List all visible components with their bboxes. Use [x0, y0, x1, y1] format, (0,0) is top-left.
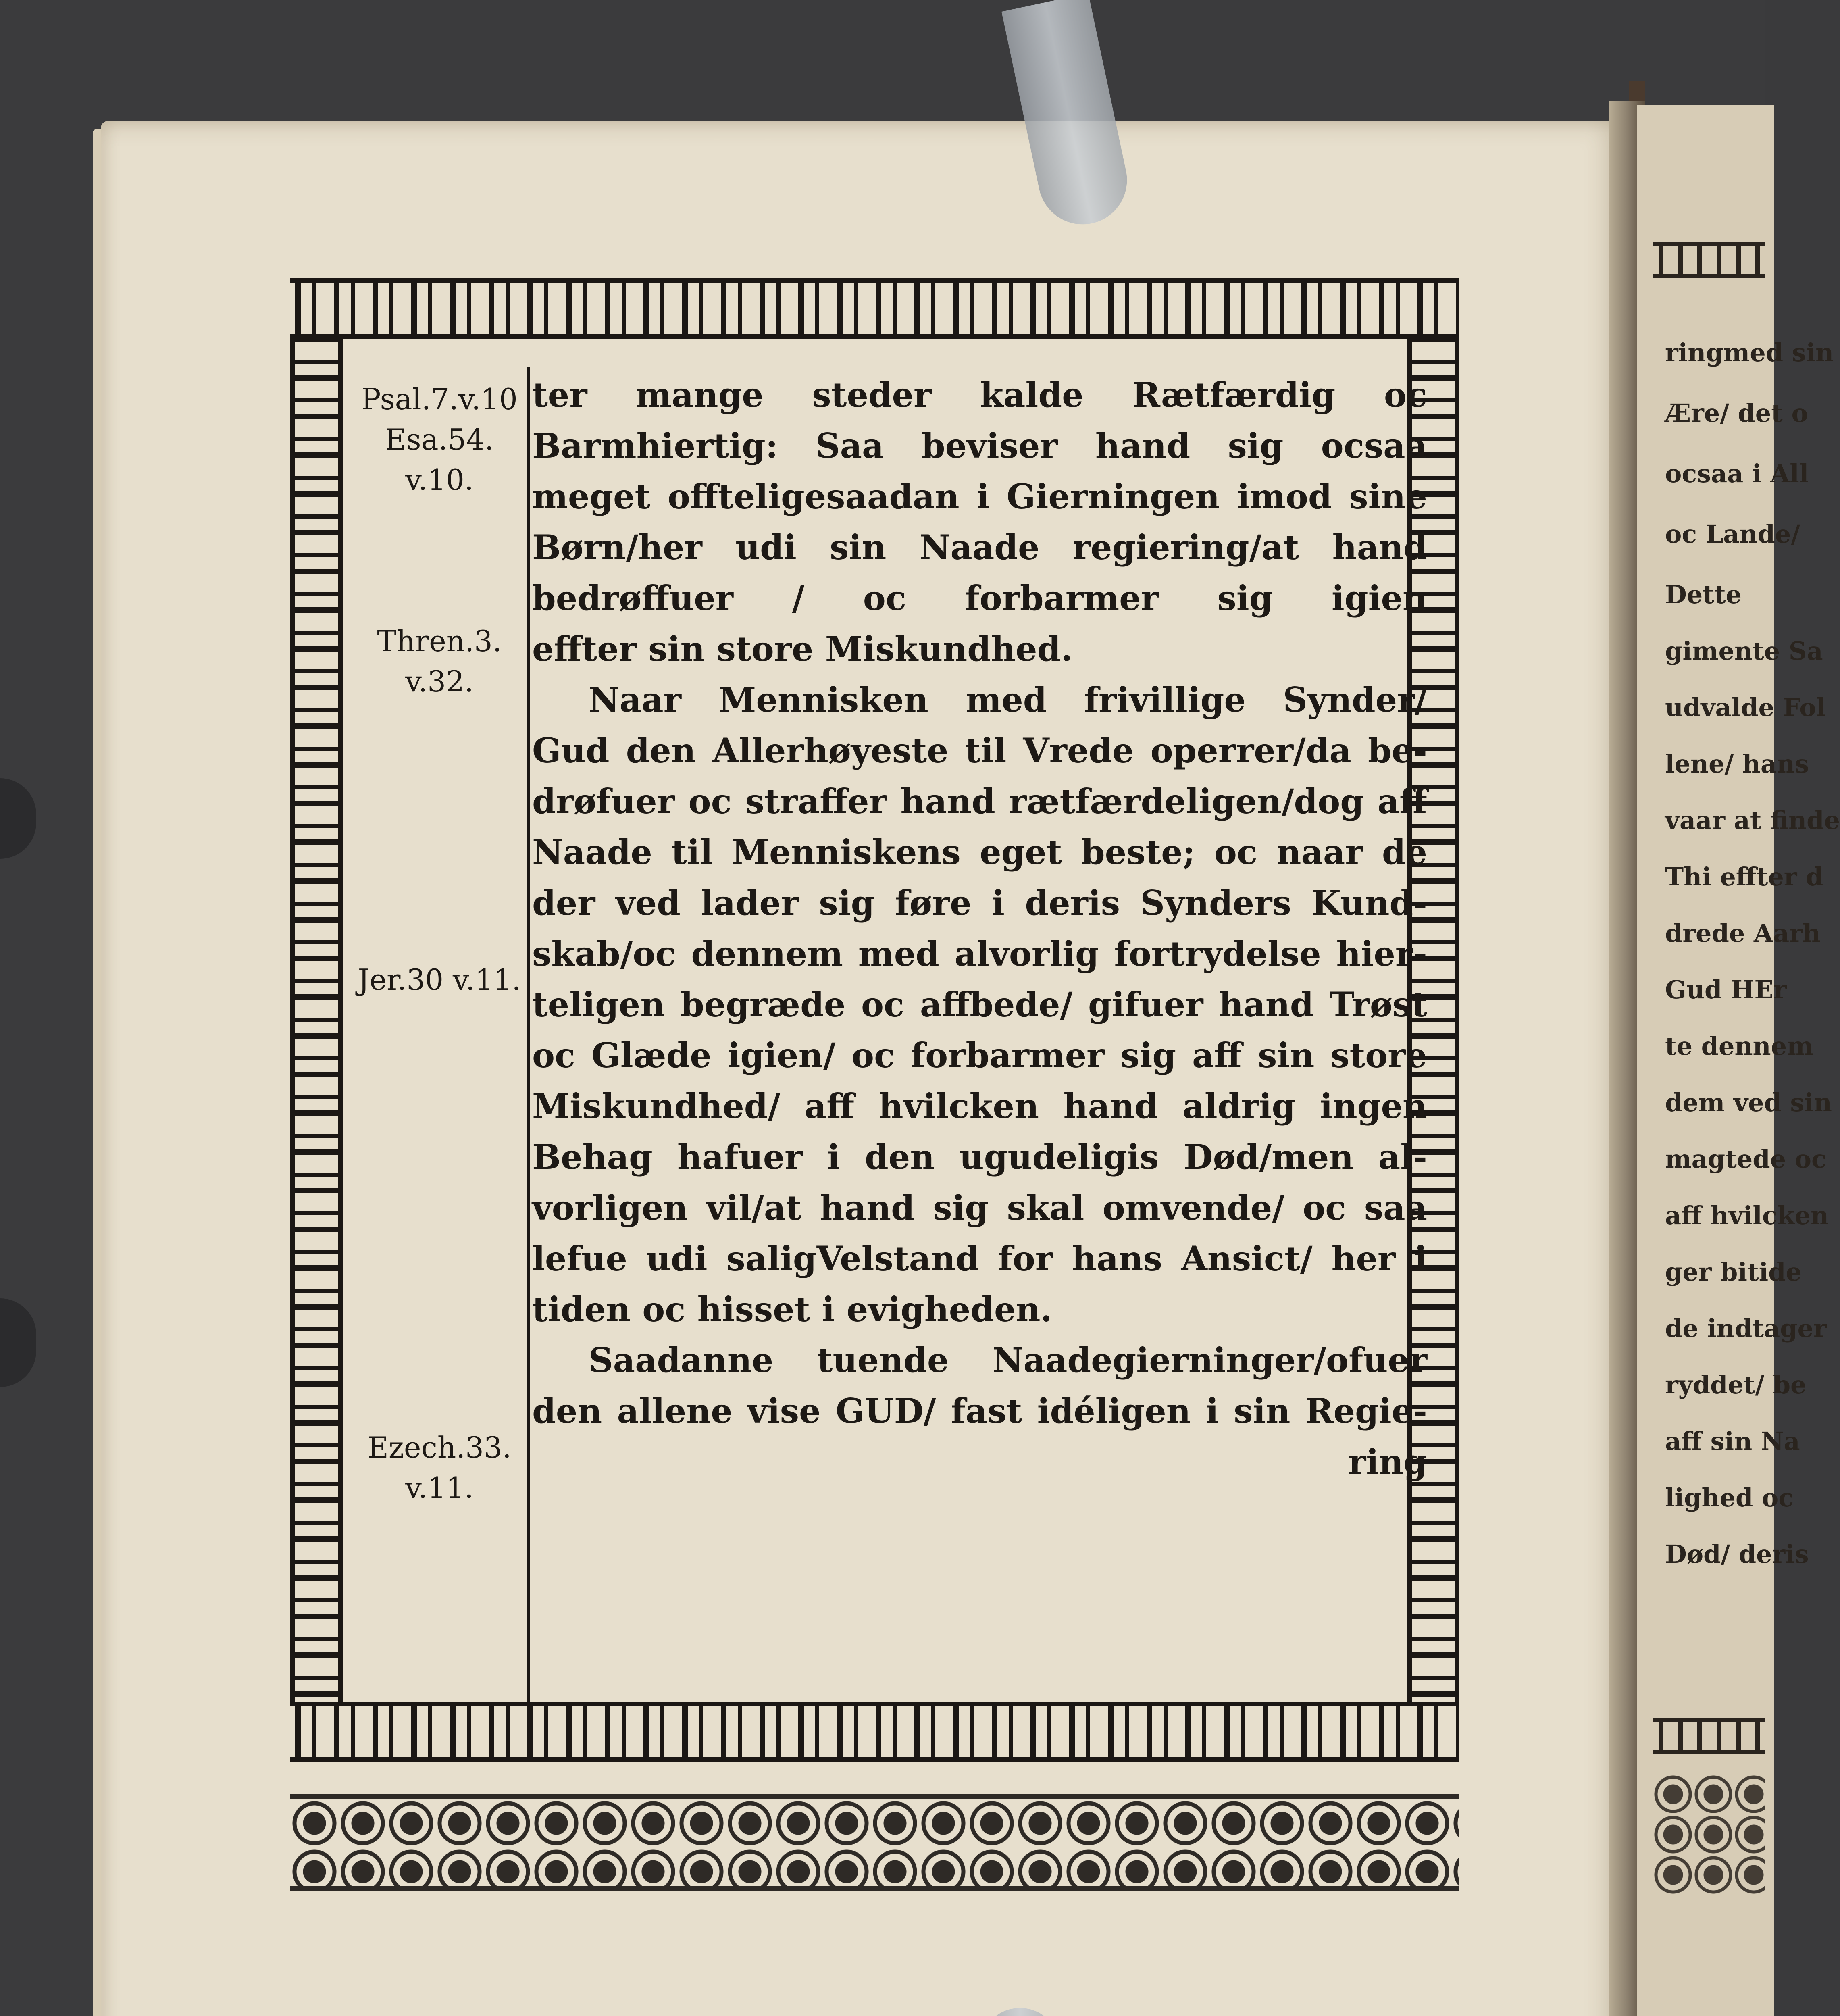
text-line: der ved lader sig føre i deris Synders Kund- — [532, 883, 1427, 923]
text-line: drøfuer oc straffer hand rætfærdeligen/dog aff — [532, 781, 1427, 821]
right-text-line: ryddet/ be — [1665, 1370, 1807, 1400]
margin-note: Psal.7.v.10 — [361, 382, 518, 416]
margin-note: Jer.30 v.11. — [358, 963, 521, 997]
border-top — [290, 278, 1459, 339]
margin-note: v.11. — [405, 1471, 474, 1505]
text-line: teligen begræde oc affbede/ gifuer hand Trøst — [532, 985, 1427, 1025]
right-text-line: de indtager — [1665, 1314, 1827, 1343]
right-text-line: ocsaa i All — [1665, 459, 1809, 488]
text-line: skab/oc dennem med alvorlig fortrydelse hier- — [532, 934, 1427, 974]
margin-note: Thren.3. — [377, 624, 502, 658]
text-line: Barmhiertig: Saa beviser hand sig ocsaa — [532, 426, 1427, 466]
text-line: meget offteligesaadan i Gierningen imod sine — [532, 477, 1427, 516]
left-clip-lower — [0, 1298, 36, 1387]
right-page-border-top — [1653, 242, 1765, 278]
right-text-line: lighed oc — [1665, 1483, 1794, 1512]
text-line: Naade til Menniskens eget beste; oc naar de — [532, 832, 1427, 872]
text-line: Naar Mennisken med frivillige Synder/ — [589, 680, 1427, 720]
text-line: ter mange steder kalde Rætfærdig oc — [532, 375, 1427, 415]
right-text-line: Gud HEr — [1665, 975, 1787, 1004]
text-line: Miskundhed/ aff hvilcken hand aldrig ingen — [532, 1086, 1427, 1126]
text-line: Behag hafuer i den ugudeligis Død/men al- — [532, 1137, 1427, 1177]
text-line: Saadanne tuende Naadegierninger/ofuer — [589, 1340, 1427, 1380]
text-line: tiden oc hisset i evigheden. — [532, 1289, 1052, 1329]
right-text-line: vaar at finde — [1665, 806, 1840, 835]
right-page-text — [1665, 335, 1840, 1665]
text-line: vorligen vil/at hand sig skal omvende/ oc saa — [532, 1188, 1427, 1228]
text-line: lefue udi saligVelstand for hans Ansict/ her i — [532, 1239, 1427, 1279]
right-text-line: Ære/ det o — [1665, 398, 1808, 428]
text-line: effter sin store Miskundhed. — [532, 629, 1073, 669]
right-text-line: ringmed sin — [1665, 338, 1834, 367]
text-line: Børn/her udi sin Naade regiering/at hand — [532, 527, 1427, 567]
text-line: oc Glæde igien/ oc forbarmer sig aff sin store — [532, 1035, 1427, 1075]
catchword: ring — [1348, 1442, 1427, 1482]
text-line: Gud den Allerhøyeste til Vrede operrer/da be- — [532, 731, 1427, 771]
right-text-line: gimente Sa — [1665, 636, 1823, 666]
right-text-line: udvalde Fol — [1665, 693, 1826, 722]
right-text-line: aff hvilcken — [1665, 1201, 1829, 1230]
border-left — [290, 339, 343, 1702]
margin-note: Esa.54. — [385, 423, 494, 456]
right-text-line: te dennem — [1665, 1031, 1813, 1061]
main-text-block — [532, 371, 1427, 1722]
margin-note: v.32. — [405, 664, 474, 698]
right-text-line: lene/ hans — [1665, 749, 1809, 779]
right-text-line: oc Lande/ — [1665, 519, 1800, 549]
margin-note: v.10. — [405, 463, 474, 497]
text-line: den allene vise GUD/ fast idéligen i sin Regie- — [532, 1391, 1427, 1431]
ornament-band — [290, 1794, 1459, 1891]
right-text-line: dem ved sin — [1665, 1088, 1832, 1117]
right-page-border-bottom — [1653, 1718, 1765, 1754]
right-text-line: magtede oc — [1665, 1144, 1827, 1174]
right-text-line: ger bitide — [1665, 1257, 1802, 1287]
right-text-line: Død/ deris — [1665, 1539, 1809, 1569]
margin-rule — [527, 367, 530, 1722]
right-text-line: Dette — [1665, 580, 1742, 609]
right-text-line: drede Aarh — [1665, 918, 1821, 948]
right-page-ornament — [1653, 1774, 1765, 1895]
margin-note: Ezech.33. — [367, 1431, 512, 1464]
right-text-line: Thi effter d — [1665, 862, 1823, 891]
right-text-line: aff sin Na — [1665, 1427, 1800, 1456]
left-clip-upper — [0, 778, 36, 859]
text-line: bedrøffuer / oc forbarmer sig igien — [532, 578, 1427, 618]
